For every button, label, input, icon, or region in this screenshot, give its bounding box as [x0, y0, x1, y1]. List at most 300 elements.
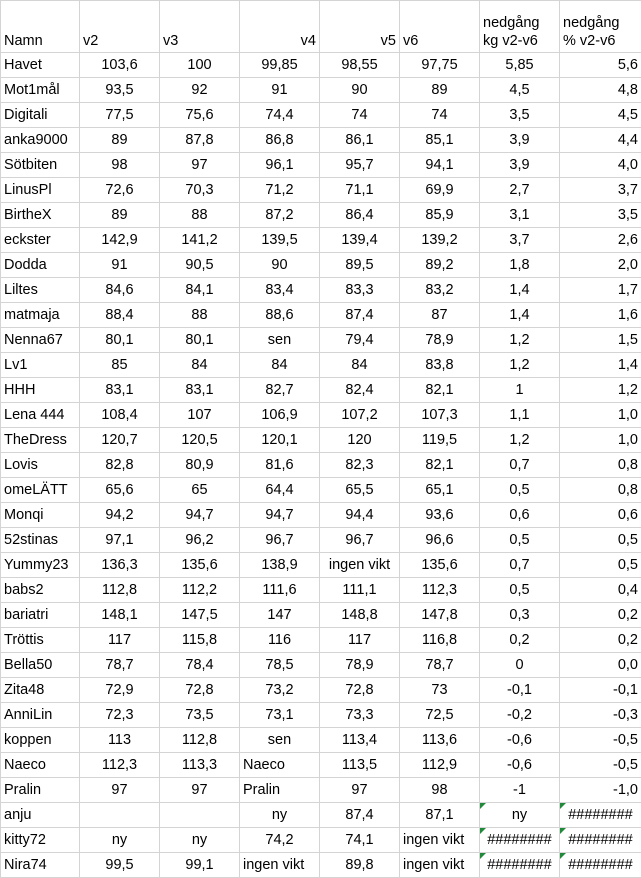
- cell-v6[interactable]: 74: [400, 103, 480, 128]
- header-cell-v5[interactable]: v5: [320, 1, 400, 53]
- cell-nedgang-kg[interactable]: 5,85: [480, 53, 560, 78]
- cell-v5[interactable]: 83,3: [320, 278, 400, 303]
- cell-nedgang-kg[interactable]: -0,1: [480, 678, 560, 703]
- cell-v6[interactable]: 107,3: [400, 403, 480, 428]
- table-row: [1, 803, 641, 828]
- cell-v2[interactable]: 82,8: [80, 453, 160, 478]
- table-row: [1, 103, 641, 128]
- cell-namn[interactable]: bariatri: [1, 603, 80, 628]
- cell-v2[interactable]: 89: [80, 203, 160, 228]
- cell-v6[interactable]: 96,6: [400, 528, 480, 553]
- cell-v3[interactable]: 83,1: [160, 378, 240, 403]
- cell-v2[interactable]: 89: [80, 128, 160, 153]
- cell-v5[interactable]: 117: [320, 628, 400, 653]
- cell-v5[interactable]: 120: [320, 428, 400, 453]
- cell-v4[interactable]: 88,6: [240, 303, 320, 328]
- header-row: [1, 1, 641, 53]
- cell-v2[interactable]: 136,3: [80, 553, 160, 578]
- cell-v4[interactable]: 87,2: [240, 203, 320, 228]
- cell-v4[interactable]: 116: [240, 628, 320, 653]
- cell-nedgang-pct[interactable]: ########: [560, 828, 641, 853]
- cell-v3[interactable]: 147,5: [160, 603, 240, 628]
- cell-nedgang-kg[interactable]: 1,2: [480, 353, 560, 378]
- header-cell-v6[interactable]: v6: [400, 1, 480, 53]
- cell-v4[interactable]: sen: [240, 728, 320, 753]
- table-row: [1, 228, 641, 253]
- header-cell-v4[interactable]: v4: [240, 1, 320, 53]
- header-cell-v3[interactable]: v3: [160, 1, 240, 53]
- cell-v6[interactable]: 85,9: [400, 203, 480, 228]
- cell-v3[interactable]: 92: [160, 78, 240, 103]
- cell-nedgang-kg[interactable]: 1,8: [480, 253, 560, 278]
- cell-namn[interactable]: Lena 444: [1, 403, 80, 428]
- cell-v3[interactable]: 96,2: [160, 528, 240, 553]
- cell-v6[interactable]: 82,1: [400, 378, 480, 403]
- table-row: [1, 428, 641, 453]
- cell-v4[interactable]: Naeco: [240, 753, 320, 778]
- cell-v5[interactable]: 79,4: [320, 328, 400, 353]
- cell-nedgang-kg[interactable]: 3,1: [480, 203, 560, 228]
- cell-v2[interactable]: 117: [80, 628, 160, 653]
- cell-v6[interactable]: 116,8: [400, 628, 480, 653]
- cell-nedgang-kg[interactable]: -1: [480, 778, 560, 803]
- table-row: [1, 853, 641, 878]
- cell-nedgang-kg[interactable]: 0,5: [480, 528, 560, 553]
- cell-v2[interactable]: 72,3: [80, 703, 160, 728]
- cell-v2[interactable]: 98: [80, 153, 160, 178]
- cell-nedgang-pct[interactable]: ########: [560, 803, 641, 828]
- cell-v3[interactable]: 135,6: [160, 553, 240, 578]
- cell-v4[interactable]: 111,6: [240, 578, 320, 603]
- cell-v3[interactable]: 65: [160, 478, 240, 503]
- cell-v2[interactable]: 72,6: [80, 178, 160, 203]
- cell-namn[interactable]: HHH: [1, 378, 80, 403]
- cell-v2[interactable]: 94,2: [80, 503, 160, 528]
- cell-v3[interactable]: 94,7: [160, 503, 240, 528]
- cell-nedgang-pct[interactable]: 3,7: [560, 178, 641, 203]
- cell-v4[interactable]: ingen vikt: [240, 853, 320, 878]
- cell-v3[interactable]: 87,8: [160, 128, 240, 153]
- cell-nedgang-kg[interactable]: 3,5: [480, 103, 560, 128]
- cell-v2[interactable]: 83,1: [80, 378, 160, 403]
- cell-v3[interactable]: 112,2: [160, 578, 240, 603]
- cell-v6[interactable]: 69,9: [400, 178, 480, 203]
- cell-v4[interactable]: 91: [240, 78, 320, 103]
- cell-nedgang-pct[interactable]: -0,3: [560, 703, 641, 728]
- cell-v6[interactable]: 97,75: [400, 53, 480, 78]
- cell-v5[interactable]: 71,1: [320, 178, 400, 203]
- cell-v4[interactable]: sen: [240, 328, 320, 353]
- cell-v6[interactable]: 83,2: [400, 278, 480, 303]
- cell-v4[interactable]: 139,5: [240, 228, 320, 253]
- cell-namn[interactable]: Liltes: [1, 278, 80, 303]
- cell-namn[interactable]: LinusPl: [1, 178, 80, 203]
- cell-v6[interactable]: 65,1: [400, 478, 480, 503]
- cell-nedgang-kg[interactable]: 0,7: [480, 453, 560, 478]
- header-cell-nedgang-pct[interactable]: [560, 1, 641, 53]
- cell-v5[interactable]: 98,55: [320, 53, 400, 78]
- cell-namn[interactable]: Bella50: [1, 653, 80, 678]
- cell-v4[interactable]: 84: [240, 353, 320, 378]
- cell-v5[interactable]: 96,7: [320, 528, 400, 553]
- cell-v2[interactable]: 120,7: [80, 428, 160, 453]
- cell-namn[interactable]: koppen: [1, 728, 80, 753]
- cell-v5[interactable]: 78,9: [320, 653, 400, 678]
- cell-namn[interactable]: AnniLin: [1, 703, 80, 728]
- cell-nedgang-pct[interactable]: 1,0: [560, 428, 641, 453]
- cell-v2[interactable]: 99,5: [80, 853, 160, 878]
- cell-v3[interactable]: 120,5: [160, 428, 240, 453]
- cell-v5[interactable]: 90: [320, 78, 400, 103]
- cell-v6[interactable]: 87: [400, 303, 480, 328]
- header-pct-line1: nedgång: [563, 15, 619, 31]
- cell-v2[interactable]: 84,6: [80, 278, 160, 303]
- cell-v2[interactable]: 85: [80, 353, 160, 378]
- cell-v3[interactable]: 113,3: [160, 753, 240, 778]
- cell-nedgang-pct[interactable]: 0,6: [560, 503, 641, 528]
- cell-v2[interactable]: ny: [80, 828, 160, 853]
- cell-nedgang-kg[interactable]: ny: [480, 803, 560, 828]
- cell-nedgang-kg[interactable]: 3,9: [480, 153, 560, 178]
- cell-v6[interactable]: ingen vikt: [400, 828, 480, 853]
- cell-nedgang-kg[interactable]: -0,6: [480, 728, 560, 753]
- cell-v5[interactable]: 72,8: [320, 678, 400, 703]
- cell-v4[interactable]: 78,5: [240, 653, 320, 678]
- cell-namn[interactable]: Naeco: [1, 753, 80, 778]
- cell-v2[interactable]: 91: [80, 253, 160, 278]
- cell-v6[interactable]: 73: [400, 678, 480, 703]
- cell-v5[interactable]: 89,8: [320, 853, 400, 878]
- cell-v3[interactable]: [160, 803, 240, 828]
- cell-nedgang-kg[interactable]: 0: [480, 653, 560, 678]
- cell-v3[interactable]: 88: [160, 303, 240, 328]
- cell-namn[interactable]: BirtheX: [1, 203, 80, 228]
- cell-nedgang-pct[interactable]: 1,7: [560, 278, 641, 303]
- cell-v5[interactable]: 82,3: [320, 453, 400, 478]
- cell-nedgang-kg[interactable]: 1,2: [480, 328, 560, 353]
- cell-namn[interactable]: Monqi: [1, 503, 80, 528]
- cell-v2[interactable]: 93,5: [80, 78, 160, 103]
- cell-v4[interactable]: 120,1: [240, 428, 320, 453]
- cell-nedgang-pct[interactable]: 1,0: [560, 403, 641, 428]
- cell-v4[interactable]: 64,4: [240, 478, 320, 503]
- cell-nedgang-pct[interactable]: 1,5: [560, 328, 641, 353]
- table-row: [1, 328, 641, 353]
- cell-v5[interactable]: 82,4: [320, 378, 400, 403]
- cell-v4[interactable]: 74,4: [240, 103, 320, 128]
- cell-v5[interactable]: 87,4: [320, 803, 400, 828]
- cell-v2[interactable]: 65,6: [80, 478, 160, 503]
- cell-v3[interactable]: 88: [160, 203, 240, 228]
- table-row: [1, 753, 641, 778]
- cell-nedgang-pct[interactable]: 0,8: [560, 478, 641, 503]
- cell-v4[interactable]: 73,2: [240, 678, 320, 703]
- cell-v4[interactable]: 71,2: [240, 178, 320, 203]
- cell-v2[interactable]: 97: [80, 778, 160, 803]
- cell-nedgang-kg[interactable]: 4,5: [480, 78, 560, 103]
- cell-v5[interactable]: 89,5: [320, 253, 400, 278]
- table-row: [1, 128, 641, 153]
- cell-v5[interactable]: 111,1: [320, 578, 400, 603]
- cell-nedgang-kg[interactable]: 3,9: [480, 128, 560, 153]
- cell-v4[interactable]: ny: [240, 803, 320, 828]
- table-row: [1, 253, 641, 278]
- cell-nedgang-pct[interactable]: 0,5: [560, 553, 641, 578]
- cell-namn[interactable]: Mot1mål: [1, 78, 80, 103]
- table-row: [1, 653, 641, 678]
- cell-v3[interactable]: 107: [160, 403, 240, 428]
- cell-namn[interactable]: anju: [1, 803, 80, 828]
- cell-v3[interactable]: 75,6: [160, 103, 240, 128]
- table-row: [1, 603, 641, 628]
- cell-nedgang-pct[interactable]: 0,5: [560, 528, 641, 553]
- header-cell-namn[interactable]: Namn: [1, 1, 80, 53]
- table-row: [1, 703, 641, 728]
- cell-nedgang-kg[interactable]: 0,2: [480, 628, 560, 653]
- cell-nedgang-pct[interactable]: 4,0: [560, 153, 641, 178]
- cell-v5[interactable]: 94,4: [320, 503, 400, 528]
- cell-nedgang-kg[interactable]: 1,1: [480, 403, 560, 428]
- cell-v5[interactable]: 73,3: [320, 703, 400, 728]
- cell-namn[interactable]: matmaja: [1, 303, 80, 328]
- cell-v4[interactable]: 86,8: [240, 128, 320, 153]
- table-row: [1, 378, 641, 403]
- cell-v2[interactable]: 142,9: [80, 228, 160, 253]
- header-cell-nedgang-kg[interactable]: [480, 1, 560, 53]
- cell-v6[interactable]: 78,7: [400, 653, 480, 678]
- cell-nedgang-pct[interactable]: 0,2: [560, 628, 641, 653]
- cell-v5[interactable]: 86,4: [320, 203, 400, 228]
- cell-namn[interactable]: Havet: [1, 53, 80, 78]
- cell-nedgang-kg[interactable]: 3,7: [480, 228, 560, 253]
- cell-v4[interactable]: 96,7: [240, 528, 320, 553]
- cell-namn[interactable]: Zita48: [1, 678, 80, 703]
- cell-namn[interactable]: Sötbiten: [1, 153, 80, 178]
- cell-v5[interactable]: 113,5: [320, 753, 400, 778]
- cell-v6[interactable]: 82,1: [400, 453, 480, 478]
- cell-v5[interactable]: 87,4: [320, 303, 400, 328]
- cell-nedgang-pct[interactable]: -0,5: [560, 753, 641, 778]
- cell-v6[interactable]: 113,6: [400, 728, 480, 753]
- cell-namn[interactable]: Lv1: [1, 353, 80, 378]
- cell-v2[interactable]: 97,1: [80, 528, 160, 553]
- cell-v6[interactable]: 85,1: [400, 128, 480, 153]
- cell-v6[interactable]: 93,6: [400, 503, 480, 528]
- cell-nedgang-pct[interactable]: 4,4: [560, 128, 641, 153]
- cell-v5[interactable]: 148,8: [320, 603, 400, 628]
- cell-namn[interactable]: babs2: [1, 578, 80, 603]
- cell-nedgang-kg[interactable]: 1: [480, 378, 560, 403]
- cell-v4[interactable]: 147: [240, 603, 320, 628]
- cell-nedgang-kg[interactable]: ########: [480, 828, 560, 853]
- table-row: [1, 503, 641, 528]
- cell-namn[interactable]: Nenna67: [1, 328, 80, 353]
- cell-v6[interactable]: 112,3: [400, 578, 480, 603]
- cell-v2[interactable]: 112,8: [80, 578, 160, 603]
- cell-v4[interactable]: 99,85: [240, 53, 320, 78]
- cell-v3[interactable]: 97: [160, 778, 240, 803]
- cell-v2[interactable]: 80,1: [80, 328, 160, 353]
- cell-v6[interactable]: 139,2: [400, 228, 480, 253]
- cell-v6[interactable]: 147,8: [400, 603, 480, 628]
- cell-nedgang-pct[interactable]: 2,0: [560, 253, 641, 278]
- cell-v5[interactable]: 97: [320, 778, 400, 803]
- table-row: [1, 278, 641, 303]
- header-pct-line2: % v2-v6: [563, 33, 615, 49]
- cell-v3[interactable]: 141,2: [160, 228, 240, 253]
- cell-nedgang-kg[interactable]: 0,7: [480, 553, 560, 578]
- cell-namn[interactable]: Lovis: [1, 453, 80, 478]
- cell-v5[interactable]: 65,5: [320, 478, 400, 503]
- table-row: [1, 403, 641, 428]
- cell-nedgang-pct[interactable]: ########: [560, 853, 641, 878]
- cell-namn[interactable]: Tröttis: [1, 628, 80, 653]
- cell-nedgang-pct[interactable]: 4,5: [560, 103, 641, 128]
- cell-namn[interactable]: TheDress: [1, 428, 80, 453]
- cell-v4[interactable]: 73,1: [240, 703, 320, 728]
- cell-v4[interactable]: 138,9: [240, 553, 320, 578]
- cell-namn[interactable]: omeLÄTT: [1, 478, 80, 503]
- cell-nedgang-kg[interactable]: 1,4: [480, 278, 560, 303]
- table-row: [1, 628, 641, 653]
- cell-v3[interactable]: 80,1: [160, 328, 240, 353]
- cell-v4[interactable]: 94,7: [240, 503, 320, 528]
- cell-v6[interactable]: ingen vikt: [400, 853, 480, 878]
- cell-v3[interactable]: 70,3: [160, 178, 240, 203]
- cell-v4[interactable]: 83,4: [240, 278, 320, 303]
- cell-nedgang-kg[interactable]: 2,7: [480, 178, 560, 203]
- cell-v3[interactable]: 84,1: [160, 278, 240, 303]
- cell-v3[interactable]: 97: [160, 153, 240, 178]
- cell-nedgang-kg[interactable]: 0,5: [480, 478, 560, 503]
- cell-nedgang-pct[interactable]: 0,8: [560, 453, 641, 478]
- cell-v4[interactable]: 106,9: [240, 403, 320, 428]
- cell-v3[interactable]: 115,8: [160, 628, 240, 653]
- table-row: [1, 828, 641, 853]
- cell-nedgang-kg[interactable]: 1,4: [480, 303, 560, 328]
- cell-v5[interactable]: 74,1: [320, 828, 400, 853]
- cell-nedgang-pct[interactable]: 1,6: [560, 303, 641, 328]
- cell-v3[interactable]: 99,1: [160, 853, 240, 878]
- cell-v6[interactable]: 112,9: [400, 753, 480, 778]
- cell-v4[interactable]: 81,6: [240, 453, 320, 478]
- table-row: [1, 453, 641, 478]
- cell-v3[interactable]: 80,9: [160, 453, 240, 478]
- cell-v6[interactable]: 135,6: [400, 553, 480, 578]
- cell-v2[interactable]: 78,7: [80, 653, 160, 678]
- cell-v6[interactable]: 78,9: [400, 328, 480, 353]
- cell-v6[interactable]: 89,2: [400, 253, 480, 278]
- table-row: [1, 178, 641, 203]
- cell-v2[interactable]: [80, 803, 160, 828]
- cell-nedgang-pct[interactable]: -0,5: [560, 728, 641, 753]
- cell-v2[interactable]: 148,1: [80, 603, 160, 628]
- cell-nedgang-pct[interactable]: 0,2: [560, 603, 641, 628]
- cell-namn[interactable]: Yummy23: [1, 553, 80, 578]
- cell-nedgang-pct[interactable]: 2,6: [560, 228, 641, 253]
- cell-v4[interactable]: Pralin: [240, 778, 320, 803]
- cell-v2[interactable]: 88,4: [80, 303, 160, 328]
- cell-v5[interactable]: 74: [320, 103, 400, 128]
- cell-v6[interactable]: 89: [400, 78, 480, 103]
- table-row: [1, 203, 641, 228]
- cell-v2[interactable]: 72,9: [80, 678, 160, 703]
- table-row: [1, 528, 641, 553]
- header-kg-line2: kg v2-v6: [483, 33, 538, 49]
- cell-v5[interactable]: 107,2: [320, 403, 400, 428]
- cell-nedgang-kg[interactable]: 0,5: [480, 578, 560, 603]
- cell-v6[interactable]: 94,1: [400, 153, 480, 178]
- table-row: [1, 153, 641, 178]
- header-cell-v2[interactable]: v2: [80, 1, 160, 53]
- cell-v5[interactable]: 86,1: [320, 128, 400, 153]
- cell-v6[interactable]: 98: [400, 778, 480, 803]
- cell-namn[interactable]: Dodda: [1, 253, 80, 278]
- cell-v2[interactable]: 112,3: [80, 753, 160, 778]
- cell-v4[interactable]: 74,2: [240, 828, 320, 853]
- cell-namn[interactable]: 52stinas: [1, 528, 80, 553]
- cell-nedgang-pct[interactable]: 0,0: [560, 653, 641, 678]
- cell-nedgang-kg[interactable]: 1,2: [480, 428, 560, 453]
- cell-namn[interactable]: Pralin: [1, 778, 80, 803]
- cell-v5[interactable]: 84: [320, 353, 400, 378]
- cell-v6[interactable]: 87,1: [400, 803, 480, 828]
- cell-v2[interactable]: 108,4: [80, 403, 160, 428]
- cell-nedgang-kg[interactable]: 0,6: [480, 503, 560, 528]
- cell-v3[interactable]: 72,8: [160, 678, 240, 703]
- cell-v3[interactable]: 78,4: [160, 653, 240, 678]
- cell-nedgang-pct[interactable]: -1,0: [560, 778, 641, 803]
- cell-v3[interactable]: ny: [160, 828, 240, 853]
- cell-nedgang-pct[interactable]: 0,4: [560, 578, 641, 603]
- cell-namn[interactable]: Nira74: [1, 853, 80, 878]
- cell-v3[interactable]: 73,5: [160, 703, 240, 728]
- cell-v6[interactable]: 119,5: [400, 428, 480, 453]
- cell-nedgang-pct[interactable]: 1,4: [560, 353, 641, 378]
- cell-v5[interactable]: 113,4: [320, 728, 400, 753]
- cell-v2[interactable]: 103,6: [80, 53, 160, 78]
- cell-nedgang-pct[interactable]: 4,8: [560, 78, 641, 103]
- cell-nedgang-kg[interactable]: -0,2: [480, 703, 560, 728]
- cell-nedgang-kg[interactable]: 0,3: [480, 603, 560, 628]
- cell-nedgang-pct[interactable]: 1,2: [560, 378, 641, 403]
- cell-namn[interactable]: anka9000: [1, 128, 80, 153]
- cell-v3[interactable]: 84: [160, 353, 240, 378]
- cell-v6[interactable]: 83,8: [400, 353, 480, 378]
- cell-namn[interactable]: kitty72: [1, 828, 80, 853]
- cell-nedgang-pct[interactable]: 3,5: [560, 203, 641, 228]
- cell-v3[interactable]: 100: [160, 53, 240, 78]
- cell-v3[interactable]: 112,8: [160, 728, 240, 753]
- cell-nedgang-kg[interactable]: -0,6: [480, 753, 560, 778]
- cell-v4[interactable]: 96,1: [240, 153, 320, 178]
- cell-v5[interactable]: ingen vikt: [320, 553, 400, 578]
- cell-v5[interactable]: 139,4: [320, 228, 400, 253]
- cell-nedgang-pct[interactable]: 5,6: [560, 53, 641, 78]
- cell-nedgang-pct[interactable]: -0,1: [560, 678, 641, 703]
- cell-v3[interactable]: 90,5: [160, 253, 240, 278]
- cell-v5[interactable]: 95,7: [320, 153, 400, 178]
- table-row: [1, 578, 641, 603]
- cell-v4[interactable]: 82,7: [240, 378, 320, 403]
- cell-v4[interactable]: 90: [240, 253, 320, 278]
- cell-namn[interactable]: Digitali: [1, 103, 80, 128]
- cell-namn[interactable]: eckster: [1, 228, 80, 253]
- cell-v2[interactable]: 113: [80, 728, 160, 753]
- cell-v2[interactable]: 77,5: [80, 103, 160, 128]
- cell-v6[interactable]: 72,5: [400, 703, 480, 728]
- cell-nedgang-kg[interactable]: ########: [480, 853, 560, 878]
